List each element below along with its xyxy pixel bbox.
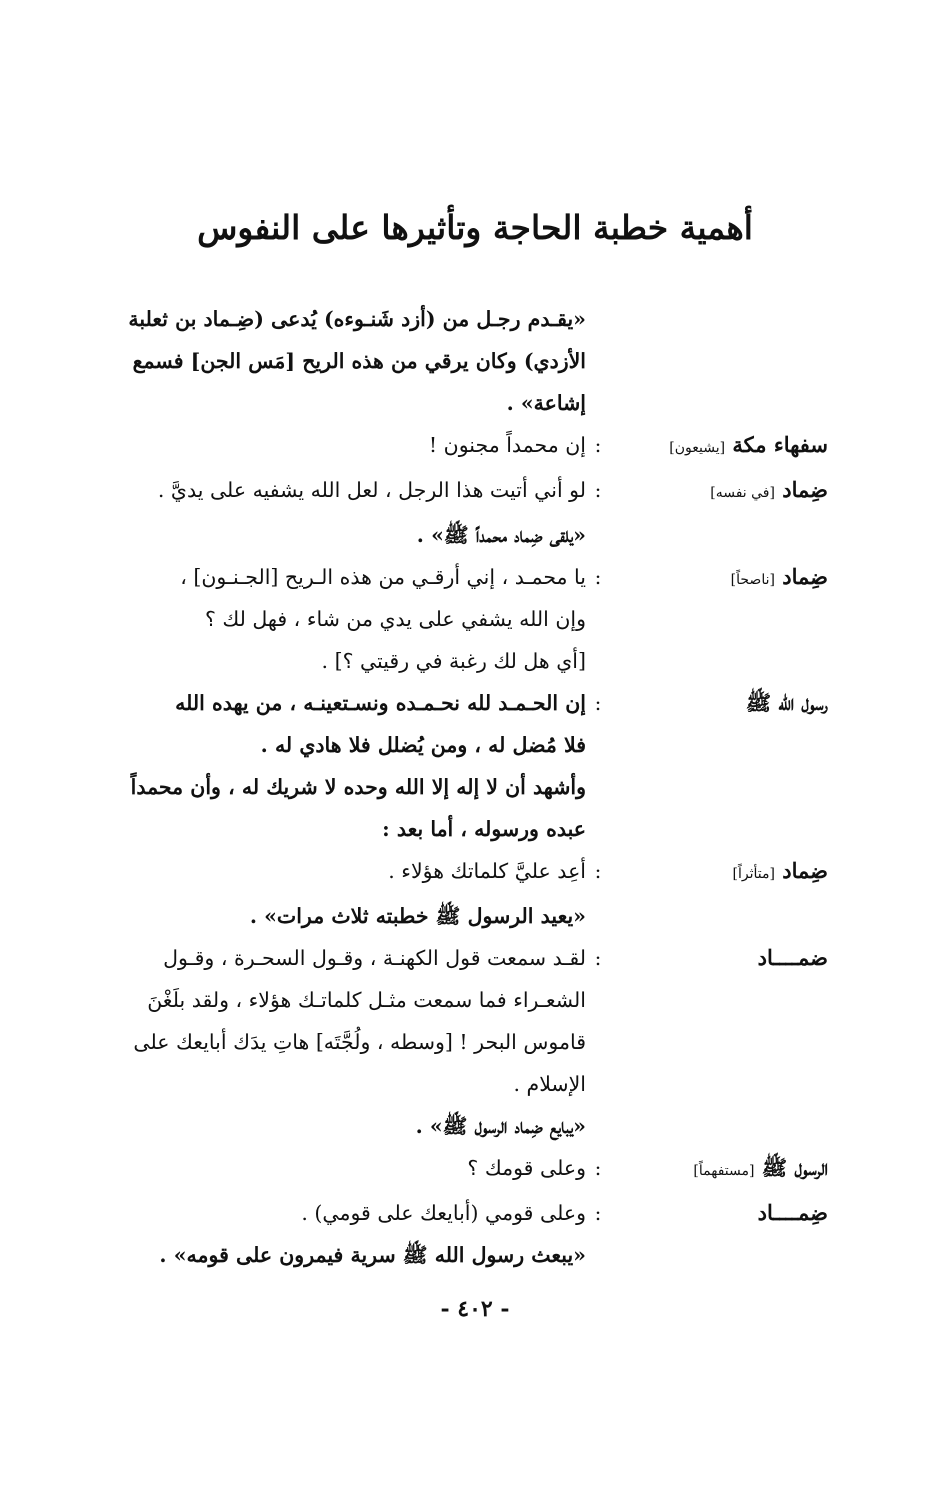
speech-text <box>122 937 586 1105</box>
dialogue-row <box>122 424 828 469</box>
stage-line: «يلقى ضِماد محمداً ﷺ» . <box>416 523 586 547</box>
speaker-name <box>610 1192 828 1234</box>
colon-separator: : <box>594 1201 602 1225</box>
dialogue-row <box>122 1147 828 1192</box>
colon-separator: : <box>594 946 602 970</box>
dialogue-row <box>122 682 828 850</box>
stage-direction <box>122 1234 586 1276</box>
speaker-note: [في نفسه] <box>710 485 775 501</box>
speech-line: يا محمـد ، إني أرقـي من هذه الـريح [الجـنـون] ، <box>180 565 586 589</box>
speaker-label: ضمــــاد <box>757 945 828 970</box>
speech-text <box>122 1192 586 1234</box>
speaker-note: [ناصحاً] <box>730 572 775 588</box>
speaker-label: رسول الله ﷺ <box>745 690 828 715</box>
speech-line: الإسلام . <box>513 1072 586 1096</box>
speech-line: وعلى قومك ؟ <box>467 1156 586 1180</box>
speaker-label: ضِماد <box>782 477 828 502</box>
intro-paragraph <box>122 298 828 424</box>
colon-separator: : <box>594 565 602 589</box>
colon-separator: : <box>594 478 602 502</box>
intro-line: إشاعة» . <box>506 391 586 415</box>
colon-separator: : <box>594 691 602 715</box>
stage-line: «يعيد الرسول ﷺ خطبته ثلاث مرات» . <box>249 904 586 928</box>
speech-text <box>122 424 586 466</box>
speech-line: الشعـراء فما سمعت مثـل كلماتـك هؤلاء ، ولقد بلَغْنَ <box>147 988 586 1012</box>
intro-line: «يقـدم رجـل من (أزد شَنـوءه) يُدعى (ضِـماد بن ثعلبة <box>128 307 586 331</box>
speaker-note: [يشيعون] <box>669 440 726 456</box>
stage-direction <box>122 1105 586 1147</box>
speech-line: [أي هل لك رغبة في رقيتي ؟] . <box>321 649 586 673</box>
speaker-note: [مستفهماً] <box>693 1163 755 1179</box>
speaker-note: [متأثراً] <box>732 866 775 882</box>
speaker-name <box>610 469 828 514</box>
speech-text <box>122 556 586 682</box>
speech-text <box>122 850 586 892</box>
page-title: أهمية خطبة الحاجة وتأثيرها على النفوس <box>197 208 753 247</box>
speech-line: عبده ورسوله ، أما بعد : <box>382 817 586 841</box>
page-number: - ٤٠٢ - <box>440 1296 510 1322</box>
colon-separator: : <box>594 433 602 457</box>
dialogue-row <box>122 850 828 895</box>
speaker-name <box>610 1147 828 1192</box>
speaker-name <box>610 556 828 601</box>
colon-separator: : <box>594 859 602 883</box>
speaker-label: ضِمــــاد <box>757 1200 828 1225</box>
stage-direction <box>122 895 586 937</box>
speaker-name <box>610 850 828 895</box>
stage-line: «يبايع ضِماد الرسول ﷺ» . <box>415 1114 586 1138</box>
speech-text <box>122 469 586 511</box>
colon-separator: : <box>594 1156 602 1180</box>
speech-text <box>122 1147 586 1189</box>
speech-line: وإن الله يشفي على يدي من شاء ، فهل لك ؟ <box>204 607 586 631</box>
speech-line: وعلى قومي (أبايعك على قومي) . <box>301 1201 586 1225</box>
speaker-label: الرسول ﷺ <box>761 1155 828 1180</box>
speaker-label: ضِماد <box>782 564 828 589</box>
speech-line: لقـد سمعت قول الكهنـة ، وقـول السحـرة ، وقـول <box>163 946 586 970</box>
dialogue <box>122 424 828 1276</box>
intro-line: الأزدي) وكان يرقي من هذه الريح [مَس الجن] فسمع <box>132 349 586 373</box>
speech-line: وأشهد أن لا إله إلا الله وحده لا شريك له ، وأن محمداً <box>130 775 586 799</box>
speaker-name <box>610 682 828 724</box>
speaker-name <box>610 424 828 469</box>
speaker-name <box>610 937 828 979</box>
speaker-label: سفهاء مكة <box>732 432 828 457</box>
speech-line: إن الحـمـد لله نحـمـده ونسـتعينـه ، من يهده الله <box>175 691 586 715</box>
stage-direction <box>122 514 586 556</box>
speech-text <box>122 682 586 850</box>
speech-line: فلا مُضل له ، ومن يُضلل فلا هادي له . <box>260 733 586 757</box>
dialogue-row <box>122 469 828 514</box>
speech-line: قاموس البحر ! [وسطه ، ولُجَّتَه] هاتِ يدَك أبايعك على <box>133 1030 586 1054</box>
speech-line: لو أني أتيت هذا الرجل ، لعل الله يشفيه على يديَّ . <box>157 478 586 502</box>
stage-line: «يبعث رسول الله ﷺ سرية فيمرون على قومه» . <box>159 1243 586 1267</box>
dialogue-row <box>122 556 828 682</box>
speaker-label: ضِماد <box>782 858 828 883</box>
dialogue-row <box>122 1192 828 1234</box>
speech-line: إن محمداً مجنون ! <box>428 433 586 457</box>
speech-line: أعِد عليَّ كلماتك هؤلاء . <box>388 859 586 883</box>
dialogue-row <box>122 937 828 1105</box>
